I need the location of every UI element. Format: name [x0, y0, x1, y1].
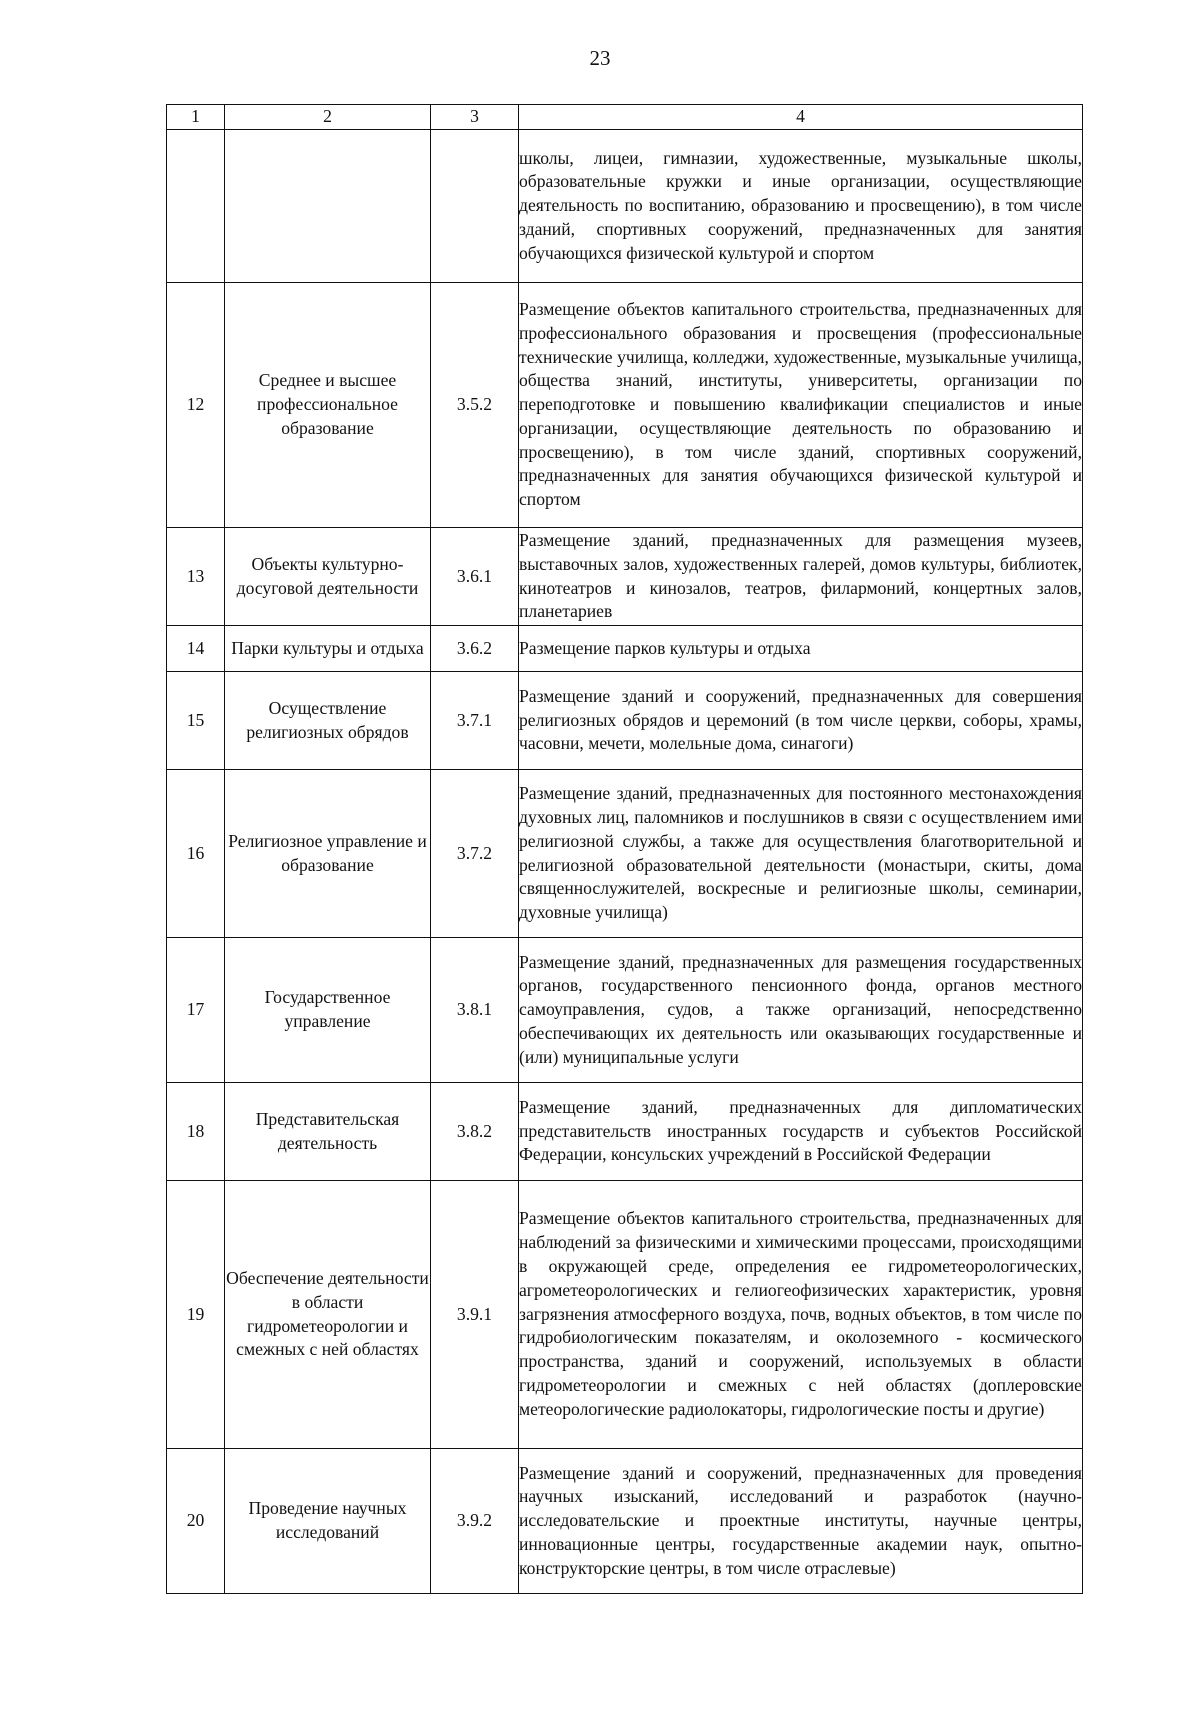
table-row: [167, 130, 1083, 283]
land-use-code: 3.9.1: [431, 1181, 519, 1449]
row-number: 13: [167, 528, 225, 626]
row-number: 17: [167, 938, 225, 1083]
land-use-code: 3.9.2: [431, 1449, 519, 1594]
land-use-description: Размещение зданий, предназначенных для дипломатических представительств иностранных государств и субъектов Российской Федерации, консульских учреждений в Российской Федерации: [519, 1083, 1083, 1181]
table-row: [167, 283, 1083, 528]
column-header-1: 1: [167, 105, 225, 130]
land-use-code: [431, 130, 519, 283]
column-header-2: 2: [225, 105, 431, 130]
land-use-description: Размещение объектов капитального строительства, предназначенных для наблюдений за физическими и химическими процессами, происходящими в окружающей среде, определения ее гидрометеорологических, агрометеорологических и гелиогеофизических характеристик, уровня загрязнения атмосферного воздуха, почв, водных объектов, в том числе по гидробиологическим показателям, и околоземного - космического пространства, зданий и сооружений, используемых в области гидрометеорологии и смежных с ней областях (доплеровские метеорологические радиолокаторы, гидрологические посты и другие): [519, 1181, 1083, 1449]
row-number: 15: [167, 672, 225, 770]
land-use-code: 3.8.2: [431, 1083, 519, 1181]
column-header-4: 4: [519, 105, 1083, 130]
land-use-code: 3.7.1: [431, 672, 519, 770]
land-use-name: Религиозное управление и образование: [225, 770, 431, 938]
table-header-row: [167, 105, 1083, 130]
land-use-name: Осуществление религиозных обрядов: [225, 672, 431, 770]
table-row: [167, 672, 1083, 770]
land-use-code: 3.6.1: [431, 528, 519, 626]
land-use-name: Проведение научных исследований: [225, 1449, 431, 1594]
table-row: [167, 938, 1083, 1083]
row-number: 20: [167, 1449, 225, 1594]
page-number: 23: [589, 46, 611, 70]
column-header-3: 3: [431, 105, 519, 130]
land-use-name: Обеспечение деятельности в области гидрометеорологии и смежных с ней областях: [225, 1181, 431, 1449]
land-use-description: школы, лицеи, гимназии, художественные, музыкальные школы, образовательные кружки и иные организации, осуществляющие деятельность по воспитанию, образованию и просвещению), в том числе зданий, спортивных сооружений, предназначенных для занятия обучающихся физической культурой и спортом: [519, 130, 1083, 283]
table-row: [167, 1083, 1083, 1181]
land-use-description: Размещение зданий, предназначенных для размещения музеев, выставочных залов, художественных галерей, домов культуры, библиотек, кинотеатров и кинозалов, театров, филармоний, концертных залов, планетариев: [519, 528, 1083, 626]
table-row: [167, 1449, 1083, 1594]
table-row: [167, 528, 1083, 626]
land-use-description: Размещение объектов капитального строительства, предназначенных для профессионального образования и просвещения (профессиональные технические училища, колледжи, художественные, музыкальные училища, общества знаний, институты, университеты, организации по переподготовке и повышению квалификации специалистов и иные организации, осуществляющие деятельность по образованию и просвещению), в том числе зданий, спортивных сооружений, предназначенных для занятия обучающихся физической культурой и спортом: [519, 283, 1083, 528]
land-use-name: Представительская деятельность: [225, 1083, 431, 1181]
row-number: 18: [167, 1083, 225, 1181]
land-use-description: Размещение зданий, предназначенных для размещения государственных органов, государственного пенсионного фонда, органов местного самоуправления, судов, а также организаций, непосредственно обеспечивающих их деятельность или оказывающих государственные и (или) муниципальные услуги: [519, 938, 1083, 1083]
land-use-name: [225, 130, 431, 283]
land-use-name: Объекты культурно-досуговой деятельности: [225, 528, 431, 626]
row-number: 12: [167, 283, 225, 528]
land-use-name: Государственное управление: [225, 938, 431, 1083]
land-use-description: Размещение зданий и сооружений, предназначенных для совершения религиозных обрядов и церемоний (в том числе церкви, соборы, храмы, часовни, мечети, молельные дома, синагоги): [519, 672, 1083, 770]
land-use-description: Размещение зданий, предназначенных для постоянного местонахождения духовных лиц, паломников и послушников в связи с осуществлением ими религиозной службы, а также для осуществления благотворительной и религиозной образовательной деятельности (монастыри, скиты, дома священнослужителей, воскресные и религиозные школы, семинарии, духовные училища): [519, 770, 1083, 938]
table-row: [167, 1181, 1083, 1449]
land-use-description: Размещение зданий и сооружений, предназначенных для проведения научных изысканий, исследований и разработок (научно-исследовательские и проектные институты, научные центры, инновационные центры, государственные академии наук, опытно-конструкторские центры, в том числе отраслевые): [519, 1449, 1083, 1594]
land-use-table: [166, 104, 1083, 1594]
row-number: [167, 130, 225, 283]
table-row: [167, 770, 1083, 938]
land-use-name: Парки культуры и отдыха: [225, 626, 431, 672]
land-use-description: Размещение парков культуры и отдыха: [519, 626, 1083, 672]
land-use-code: 3.7.2: [431, 770, 519, 938]
row-number: 16: [167, 770, 225, 938]
table-row: [167, 626, 1083, 672]
land-use-code: 3.6.2: [431, 626, 519, 672]
land-use-code: 3.5.2: [431, 283, 519, 528]
land-use-name: Среднее и высшее профессиональное образование: [225, 283, 431, 528]
land-use-code: 3.8.1: [431, 938, 519, 1083]
row-number: 14: [167, 626, 225, 672]
row-number: 19: [167, 1181, 225, 1449]
